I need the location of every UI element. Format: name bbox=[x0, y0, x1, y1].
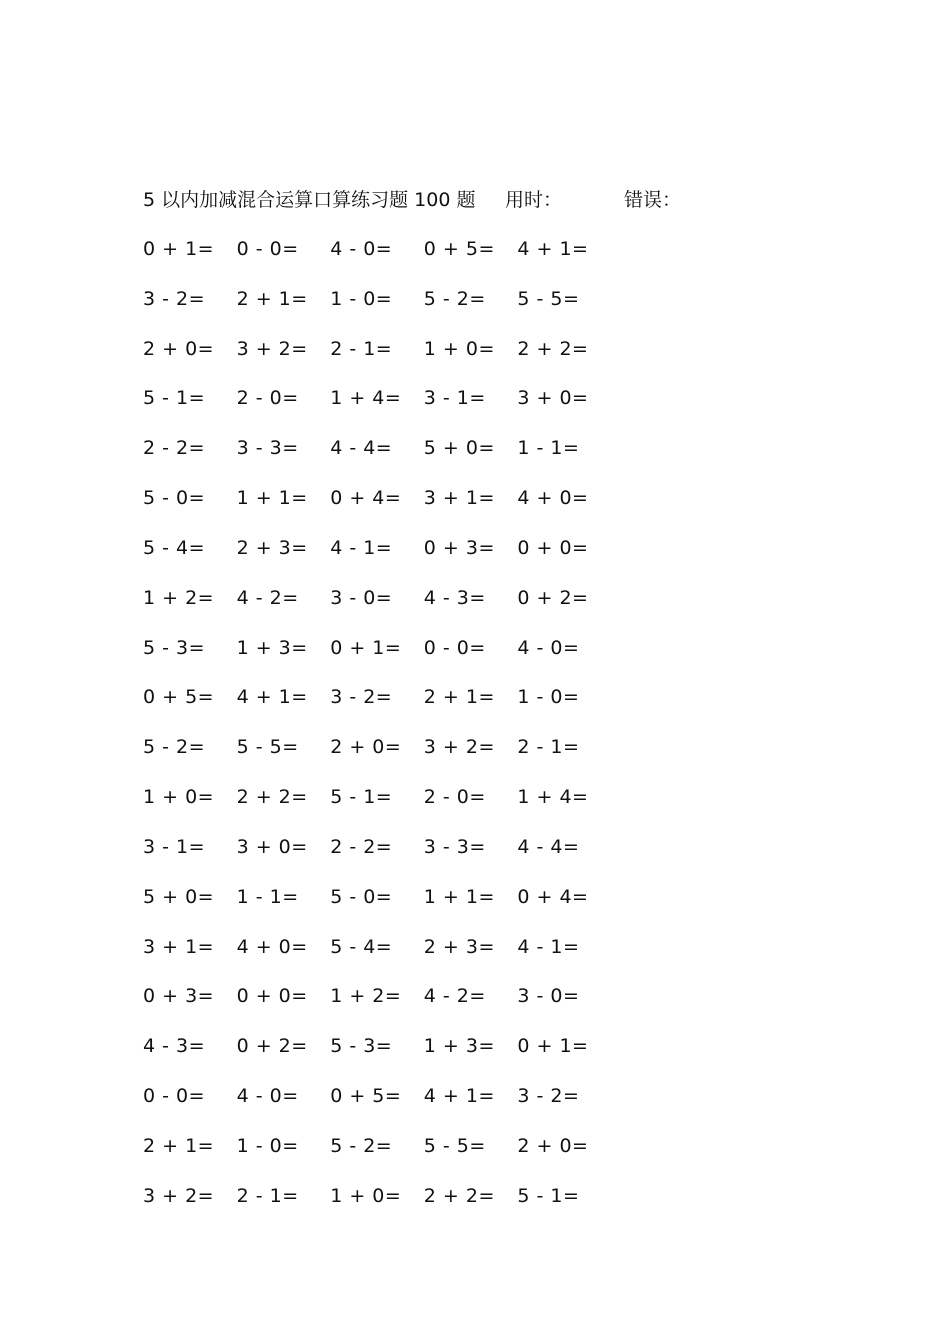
arithmetic-problem: 0 + 5= bbox=[330, 1085, 402, 1108]
arithmetic-problem: 5 - 1= bbox=[143, 387, 206, 410]
arithmetic-problem: 3 - 1= bbox=[423, 387, 486, 410]
arithmetic-problem: 2 + 2= bbox=[517, 337, 589, 360]
arithmetic-problem: 4 - 0= bbox=[236, 1085, 299, 1108]
problem-row bbox=[143, 1182, 663, 1232]
arithmetic-problem: 3 - 2= bbox=[143, 287, 206, 310]
arithmetic-problem: 3 + 2= bbox=[423, 736, 495, 759]
arithmetic-problem: 5 + 0= bbox=[423, 437, 495, 460]
arithmetic-problem: 2 - 2= bbox=[330, 835, 393, 858]
arithmetic-problem: 0 + 4= bbox=[330, 487, 402, 510]
arithmetic-problem: 3 + 0= bbox=[236, 835, 308, 858]
arithmetic-problem: 5 - 0= bbox=[143, 487, 206, 510]
arithmetic-problem: 4 - 2= bbox=[236, 586, 299, 609]
arithmetic-problem: 0 + 3= bbox=[423, 536, 495, 559]
arithmetic-problem: 1 - 1= bbox=[236, 885, 299, 908]
arithmetic-problem: 1 - 0= bbox=[236, 1134, 299, 1157]
arithmetic-problem: 0 + 5= bbox=[423, 238, 495, 260]
arithmetic-problem: 0 + 4= bbox=[517, 885, 589, 908]
problem-row bbox=[143, 1082, 663, 1132]
arithmetic-problem: 2 + 0= bbox=[143, 337, 215, 360]
arithmetic-problem: 3 - 2= bbox=[330, 686, 393, 709]
arithmetic-problem: 0 + 0= bbox=[517, 536, 589, 559]
arithmetic-problem: 2 + 2= bbox=[236, 786, 308, 809]
arithmetic-problem: 4 - 0= bbox=[517, 636, 580, 659]
arithmetic-problem: 1 + 0= bbox=[330, 1184, 402, 1207]
problem-row bbox=[143, 434, 663, 484]
arithmetic-problem: 5 - 1= bbox=[517, 1184, 580, 1207]
arithmetic-problem: 1 + 3= bbox=[423, 1035, 495, 1058]
arithmetic-problem: 4 + 0= bbox=[517, 487, 589, 510]
arithmetic-problem: 3 + 2= bbox=[143, 1184, 215, 1207]
arithmetic-problem: 0 + 5= bbox=[143, 686, 215, 709]
arithmetic-problem: 5 - 2= bbox=[423, 287, 486, 310]
arithmetic-problem: 3 - 2= bbox=[517, 1085, 580, 1108]
arithmetic-problem: 0 - 0= bbox=[236, 238, 299, 260]
arithmetic-problem: 1 + 1= bbox=[236, 487, 308, 510]
arithmetic-problem: 1 + 4= bbox=[330, 387, 402, 410]
problem-row bbox=[143, 384, 663, 434]
arithmetic-problem: 0 + 1= bbox=[143, 238, 215, 260]
arithmetic-problem: 4 - 4= bbox=[517, 835, 580, 858]
arithmetic-problem: 1 + 0= bbox=[423, 337, 495, 360]
problem-row bbox=[143, 584, 663, 634]
arithmetic-problem: 5 - 4= bbox=[330, 935, 393, 958]
arithmetic-problem: 0 - 0= bbox=[423, 636, 486, 659]
arithmetic-problem: 3 + 1= bbox=[423, 487, 495, 510]
arithmetic-problem: 5 - 5= bbox=[517, 287, 580, 310]
arithmetic-problem: 3 - 0= bbox=[517, 985, 580, 1008]
problem-row bbox=[143, 883, 663, 933]
arithmetic-problem: 2 - 1= bbox=[236, 1184, 299, 1207]
arithmetic-problem: 1 + 4= bbox=[517, 786, 589, 809]
arithmetic-problem: 5 - 3= bbox=[143, 636, 206, 659]
problem-row bbox=[143, 335, 663, 385]
arithmetic-problem: 2 + 0= bbox=[517, 1134, 589, 1157]
problem-row bbox=[143, 235, 663, 285]
problem-row bbox=[143, 285, 663, 335]
arithmetic-problem: 2 - 2= bbox=[143, 437, 206, 460]
arithmetic-problem: 4 - 1= bbox=[330, 536, 393, 559]
arithmetic-problem: 2 + 1= bbox=[143, 1134, 215, 1157]
arithmetic-problem: 0 + 0= bbox=[236, 985, 308, 1008]
arithmetic-problem: 2 - 0= bbox=[236, 387, 299, 410]
time-used-label: 用时： bbox=[505, 189, 563, 211]
arithmetic-problem: 2 - 0= bbox=[423, 786, 486, 809]
arithmetic-problem: 0 + 2= bbox=[517, 586, 589, 609]
arithmetic-problem: 0 + 1= bbox=[517, 1035, 589, 1058]
arithmetic-problem: 5 - 2= bbox=[330, 1134, 393, 1157]
arithmetic-problem: 4 + 1= bbox=[517, 238, 589, 260]
arithmetic-problem: 1 + 1= bbox=[423, 885, 495, 908]
arithmetic-problem: 1 + 2= bbox=[330, 985, 402, 1008]
arithmetic-problem: 0 - 0= bbox=[143, 1085, 206, 1108]
arithmetic-problem: 2 - 1= bbox=[517, 736, 580, 759]
arithmetic-problem: 1 + 0= bbox=[143, 786, 215, 809]
problem-grid bbox=[143, 235, 663, 1232]
arithmetic-problem: 3 + 2= bbox=[236, 337, 308, 360]
problem-row bbox=[143, 634, 663, 684]
arithmetic-problem: 3 + 1= bbox=[143, 935, 215, 958]
arithmetic-problem: 1 + 2= bbox=[143, 586, 215, 609]
arithmetic-problem: 2 + 3= bbox=[423, 935, 495, 958]
arithmetic-problem: 1 + 3= bbox=[236, 636, 308, 659]
arithmetic-problem: 3 - 3= bbox=[423, 835, 486, 858]
arithmetic-problem: 2 + 1= bbox=[423, 686, 495, 709]
problem-row bbox=[143, 484, 663, 534]
errors-label: 错误： bbox=[624, 189, 682, 211]
arithmetic-problem: 0 + 1= bbox=[330, 636, 402, 659]
arithmetic-problem: 3 - 3= bbox=[236, 437, 299, 460]
arithmetic-problem: 4 - 3= bbox=[423, 586, 486, 609]
problem-row bbox=[143, 733, 663, 783]
arithmetic-problem: 5 - 4= bbox=[143, 536, 206, 559]
arithmetic-problem: 4 + 1= bbox=[423, 1085, 495, 1108]
problem-row bbox=[143, 1032, 663, 1082]
arithmetic-problem: 5 - 2= bbox=[143, 736, 206, 759]
arithmetic-problem: 0 + 2= bbox=[236, 1035, 308, 1058]
arithmetic-problem: 3 - 1= bbox=[143, 835, 206, 858]
problem-row bbox=[143, 683, 663, 733]
arithmetic-problem: 4 + 0= bbox=[236, 935, 308, 958]
arithmetic-problem: 0 + 3= bbox=[143, 985, 215, 1008]
arithmetic-problem: 2 + 2= bbox=[423, 1184, 495, 1207]
arithmetic-problem: 2 + 3= bbox=[236, 536, 308, 559]
arithmetic-problem: 2 + 0= bbox=[330, 736, 402, 759]
problem-row bbox=[143, 933, 663, 983]
arithmetic-problem: 5 - 5= bbox=[423, 1134, 486, 1157]
arithmetic-problem: 5 - 0= bbox=[330, 885, 393, 908]
arithmetic-problem: 4 - 0= bbox=[330, 238, 393, 260]
arithmetic-problem: 4 - 2= bbox=[423, 985, 486, 1008]
arithmetic-problem: 4 - 1= bbox=[517, 935, 580, 958]
arithmetic-problem: 4 + 1= bbox=[236, 686, 308, 709]
arithmetic-problem: 5 - 1= bbox=[330, 786, 393, 809]
arithmetic-problem: 5 + 0= bbox=[143, 885, 215, 908]
problem-row bbox=[143, 1132, 663, 1182]
arithmetic-problem: 3 + 0= bbox=[517, 387, 589, 410]
arithmetic-problem: 5 - 5= bbox=[236, 736, 299, 759]
problem-row bbox=[143, 982, 663, 1032]
problem-row bbox=[143, 833, 663, 883]
arithmetic-problem: 4 - 4= bbox=[330, 437, 393, 460]
arithmetic-problem: 5 - 3= bbox=[330, 1035, 393, 1058]
arithmetic-problem: 2 - 1= bbox=[330, 337, 393, 360]
worksheet-title: 5 以内加减混合运算口算练习题 100 题 bbox=[143, 189, 476, 211]
arithmetic-problem: 1 - 0= bbox=[330, 287, 393, 310]
arithmetic-problem: 3 - 0= bbox=[330, 586, 393, 609]
arithmetic-problem: 4 - 3= bbox=[143, 1035, 206, 1058]
arithmetic-problem: 1 - 0= bbox=[517, 686, 580, 709]
problem-row bbox=[143, 534, 663, 584]
arithmetic-problem: 1 - 1= bbox=[517, 437, 580, 460]
arithmetic-problem: 2 + 1= bbox=[236, 287, 308, 310]
problem-row bbox=[143, 783, 663, 833]
